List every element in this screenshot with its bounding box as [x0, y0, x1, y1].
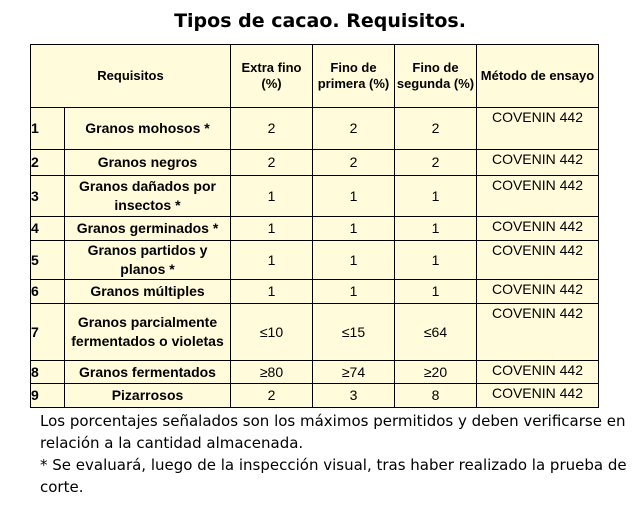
row-fino-primera: 2	[313, 108, 395, 150]
page-title: Tipos de cacao. Requisitos.	[174, 10, 466, 32]
row-number: 9	[31, 384, 65, 408]
row-method: COVENIN 442	[477, 217, 599, 241]
row-extra-fino: 2	[231, 384, 313, 408]
header-metodo: Método de ensayo	[477, 45, 599, 108]
row-method: COVENIN 442	[477, 108, 599, 150]
row-requirement: Pizarrosos	[65, 384, 231, 408]
header-requisitos: Requisitos	[31, 45, 231, 108]
row-requirement: Granos germinados *	[65, 217, 231, 241]
table-row	[31, 108, 599, 150]
footnote-asterisk: * Se evaluará, luego de la inspección visual, tras haber realizado la prueba de corte.	[40, 456, 627, 496]
header-fino-primera: Fino de primera (%)	[313, 45, 395, 108]
row-number: 8	[31, 361, 65, 384]
row-fino-primera: 2	[313, 150, 395, 176]
header-fino-segunda: Fino de segunda (%)	[395, 45, 477, 108]
row-fino-primera: 1	[313, 241, 395, 280]
row-method: COVENIN 442	[477, 150, 599, 176]
table-row	[31, 150, 599, 176]
row-method: COVENIN 442	[477, 361, 599, 384]
row-requirement: Granos partidos y planos *	[65, 241, 231, 280]
table-row	[31, 176, 599, 217]
table-row	[31, 361, 599, 384]
row-extra-fino: ≤10	[231, 304, 313, 361]
table-row	[31, 280, 599, 304]
row-fino-primera: 1	[313, 217, 395, 241]
row-number: 1	[31, 108, 65, 150]
row-requirement: Granos fermentados	[65, 361, 231, 384]
row-fino-segunda: 1	[395, 280, 477, 304]
row-fino-primera: 3	[313, 384, 395, 408]
row-extra-fino: 2	[231, 150, 313, 176]
row-fino-segunda: ≤64	[395, 304, 477, 361]
row-method: COVENIN 442	[477, 304, 599, 361]
row-extra-fino: ≥80	[231, 361, 313, 384]
row-fino-segunda: 2	[395, 150, 477, 176]
row-fino-primera: 1	[313, 280, 395, 304]
footnotes	[40, 410, 630, 498]
footnote-percentages: Los porcentajes señalados son los máximos permitidos y deben verificarse en relación a la cantidad almacenada.	[40, 412, 626, 452]
table-row	[31, 241, 599, 280]
row-extra-fino: 1	[231, 176, 313, 217]
requirements-table	[30, 44, 599, 408]
row-requirement: Granos dañados por insectos *	[65, 176, 231, 217]
row-fino-primera: ≥74	[313, 361, 395, 384]
row-requirement: Granos negros	[65, 150, 231, 176]
row-requirement: Granos parcialmente fermentados o violetas	[65, 304, 231, 361]
row-fino-segunda: ≥20	[395, 361, 477, 384]
row-method: COVENIN 442	[477, 176, 599, 217]
row-fino-primera: 1	[313, 176, 395, 217]
row-number: 3	[31, 176, 65, 217]
row-method: COVENIN 442	[477, 384, 599, 408]
row-number: 2	[31, 150, 65, 176]
header-extra-fino: Extra fino (%)	[231, 45, 313, 108]
row-number: 7	[31, 304, 65, 361]
table-header-row	[31, 45, 599, 108]
row-fino-segunda: 1	[395, 176, 477, 217]
table-row	[31, 384, 599, 408]
row-extra-fino: 1	[231, 217, 313, 241]
row-number: 5	[31, 241, 65, 280]
row-fino-segunda: 1	[395, 217, 477, 241]
row-fino-primera: ≤15	[313, 304, 395, 361]
row-requirement: Granos mohosos *	[65, 108, 231, 150]
row-number: 6	[31, 280, 65, 304]
row-fino-segunda: 1	[395, 241, 477, 280]
row-extra-fino: 1	[231, 241, 313, 280]
table-row	[31, 217, 599, 241]
row-fino-segunda: 2	[395, 108, 477, 150]
table-row	[31, 304, 599, 361]
row-fino-segunda: 8	[395, 384, 477, 408]
row-extra-fino: 2	[231, 108, 313, 150]
row-requirement: Granos múltiples	[65, 280, 231, 304]
row-extra-fino: 1	[231, 280, 313, 304]
row-method: COVENIN 442	[477, 280, 599, 304]
row-method: COVENIN 442	[477, 241, 599, 280]
row-number: 4	[31, 217, 65, 241]
